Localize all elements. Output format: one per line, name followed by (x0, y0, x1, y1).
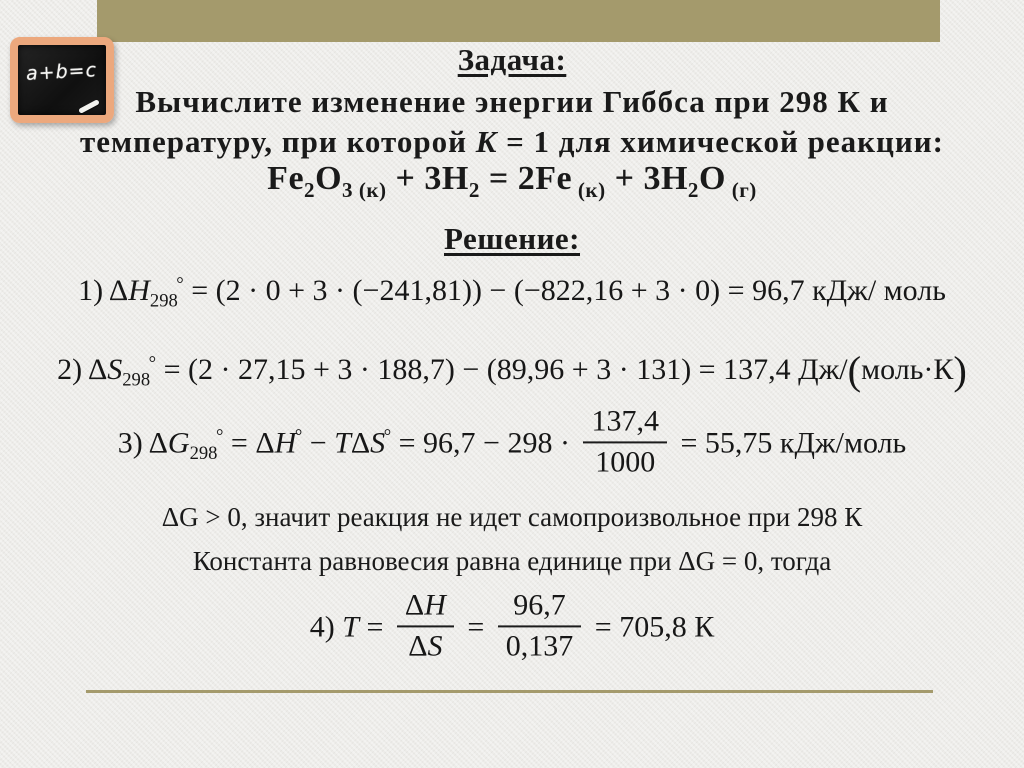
equation-number: 3) (117, 426, 149, 460)
temperature-symbol: T (334, 426, 351, 460)
temperature-symbol: T (342, 610, 359, 644)
temperature-subscript: 298 (189, 442, 218, 464)
degree-superscript: ° (294, 426, 303, 448)
accent-bar-top (97, 0, 940, 42)
close-paren: ) (953, 348, 967, 393)
reaction-subscript: 2 (687, 178, 699, 202)
solution-heading: Решение: (443, 221, 581, 256)
entropy-symbol: S (107, 353, 123, 387)
reaction-subscript: 3 (к) (342, 178, 387, 202)
fraction-numerator: 137,4 (583, 404, 667, 443)
reaction-subscript: (к) (572, 178, 606, 202)
equation-result: = 55,75 кДж/моль (672, 426, 907, 460)
fraction (397, 588, 454, 663)
delta-symbol: Δ (108, 274, 129, 308)
enthalpy-symbol: H (128, 274, 150, 308)
accent-divider-bottom (86, 690, 933, 693)
fraction (498, 588, 582, 663)
fraction-numerator: 96,7 (498, 588, 582, 627)
equation-body: = (2 · 0 + 3 · (−241,81)) − (−822,16 + 3 · 0) = 96,7 кДж/ моль (183, 274, 946, 308)
open-paren: ( (847, 348, 862, 393)
temperature-subscript: 298 (149, 290, 178, 312)
slide-title: Задача: (457, 42, 567, 77)
minus-sign: − (302, 426, 335, 460)
equation-enthalpy (0, 274, 1024, 313)
entropy-symbol: S (370, 426, 386, 460)
reaction-part: O (315, 160, 343, 197)
delta-symbol: Δ (408, 628, 428, 662)
reaction-subscript: (г) (725, 178, 757, 202)
enthalpy-symbol: H (424, 588, 446, 622)
problem-statement-line2 (0, 124, 1024, 160)
equation-result: = 705,8 К (587, 610, 715, 644)
degree-superscript: ° (148, 352, 157, 374)
reaction-subscript: 2 (468, 178, 480, 202)
fraction-denominator (397, 627, 454, 664)
delta-symbol: Δ (87, 353, 108, 387)
reaction-subscript: 2 (304, 178, 316, 202)
delta-symbol: Δ (148, 426, 168, 460)
equation-entropy (0, 347, 1024, 394)
entropy-symbol: S (427, 628, 443, 662)
fraction-denominator: 0,137 (505, 628, 574, 662)
equation-number: 4) (309, 610, 343, 644)
reaction-equation (0, 160, 1024, 203)
degree-superscript: ° (383, 426, 392, 448)
reaction-part: O (698, 160, 726, 197)
equation-number: 1) (78, 274, 109, 308)
fraction-numerator (397, 588, 454, 627)
reaction-part: + 3H (386, 160, 469, 197)
degree-superscript: ° (215, 426, 224, 448)
enthalpy-symbol: H (274, 426, 297, 460)
equation-body: = (2 · 27,15 + 3 · 188,7) − (89,96 + 3 · 131) = 137,4 Дж/ (156, 353, 848, 387)
reaction-part: Fe (267, 160, 305, 197)
fraction (583, 404, 667, 479)
delta-symbol: Δ (404, 588, 425, 622)
equals-sign: = (358, 610, 391, 644)
equation-temperature (0, 588, 1024, 667)
equation-gibbs (0, 404, 1024, 483)
equals-sign: = (459, 610, 492, 644)
equation-number: 2) (57, 353, 88, 387)
degree-superscript: ° (176, 274, 184, 295)
fraction-denominator: 1000 (595, 444, 656, 478)
equation-body: = Δ (223, 426, 275, 460)
delta-symbol: Δ (350, 426, 371, 460)
chalkboard-formula: a+b=c (25, 59, 98, 85)
temperature-subscript: 298 (122, 369, 151, 391)
problem-statement-line1: Вычислите изменение энергии Гиббса при 298 К и (135, 84, 889, 119)
equilibrium-constant-symbol: K (475, 124, 498, 159)
reaction-part: = 2Fe (479, 160, 573, 197)
problem-line2-post: = 1 для химической реакции: (497, 124, 944, 159)
unit-mol-k: моль·К (861, 353, 954, 387)
note-dg-positive: ΔG > 0, значит реакция не идет самопроизвольное при 298 К (161, 502, 863, 532)
gibbs-symbol: G (167, 426, 190, 460)
equation-body: = 96,7 − 298 · (391, 426, 578, 460)
problem-line2-pre: температуру, при которой (80, 124, 476, 159)
note-equilibrium-condition: Константа равновесия равна единице при ΔG = 0, тогда (192, 546, 832, 576)
reaction-part: + 3H (605, 160, 688, 197)
